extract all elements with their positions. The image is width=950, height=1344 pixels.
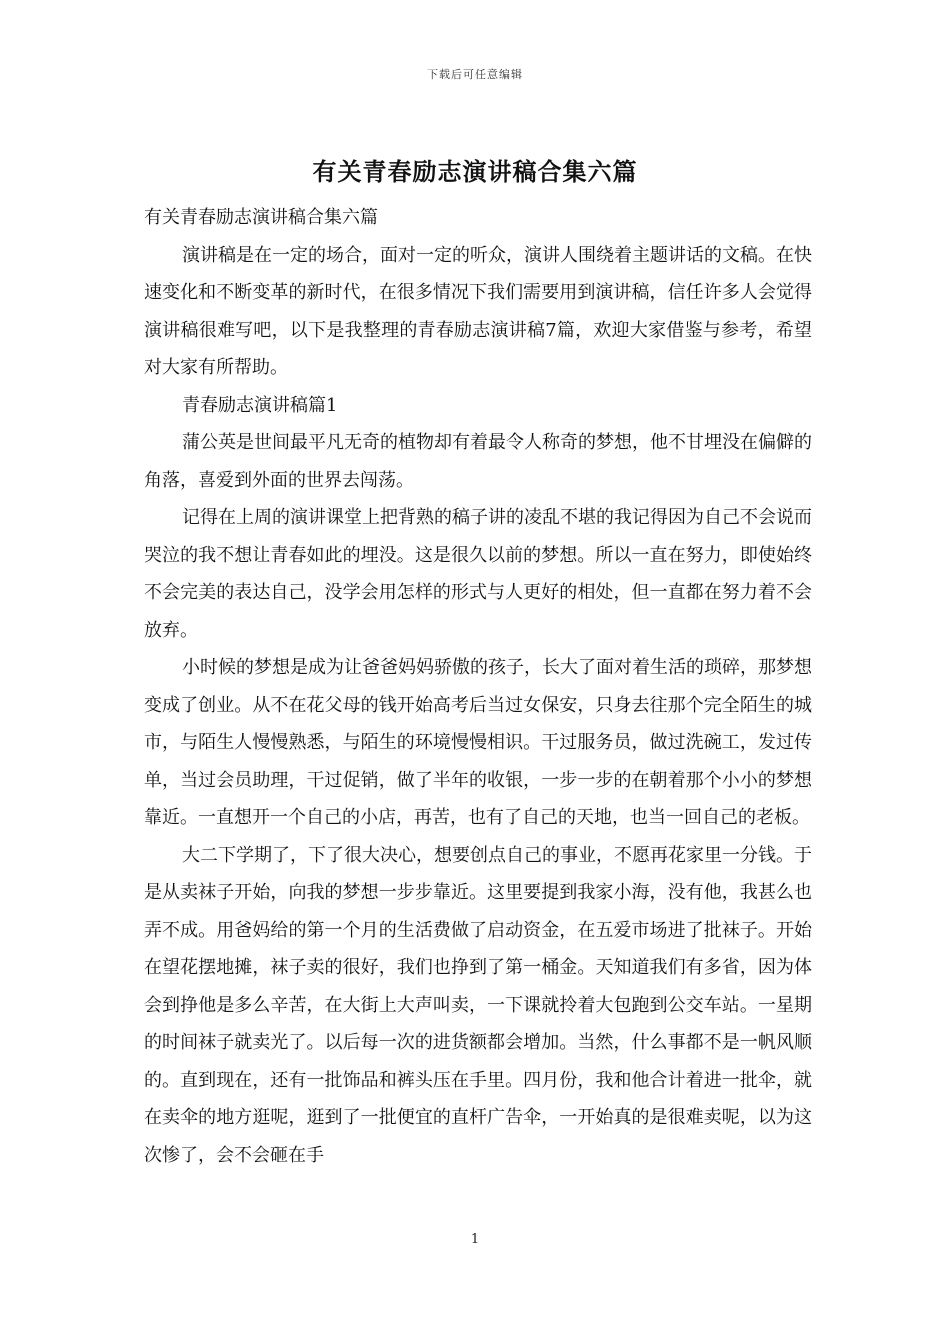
paragraph: 记得在上周的演讲课堂上把背熟的稿子讲的凌乱不堪的我记得因为自己不会说而哭泣的我不想让青春如此的埋没。这是很久以前的梦想。所以一直在努力，即使始终不会完美的表达自己，没学会用怎样的形式与人更好的相处，但一直都在努力着不会放弃。: [144, 507, 812, 641]
paragraph: 大二下学期了，下了很大决心，想要创点自己的事业，不愿再花家里一分钱。于是从卖袜子开始，向我的梦想一步步靠近。这里要提到我家小海，没有他，我甚么也弄不成。用爸妈给的第一个月的生活费做了启动资金，在五爱市场进了批袜子。开始在望花摆地摊，袜子卖的很好，我们也挣到了第一桶金。天知道我们有多省，因为体会到挣他是多么辛苦，在大街上大声叫卖，一下课就拎着大包跑到公交车站。一星期的时间袜子就卖光了。以后每一次的进货额都会增加。当然，什么事都不是一帆风顺的。直到现在，还有一批饰品和裤头压在手里。四月份，我和他合计着进一批伞，就在卖伞的地方逛呢，逛到了一批便宜的直杆广告伞，一开始真的是很难卖呢，以为这次惨了，会不会砸在手: [144, 844, 812, 1166]
document-subtitle: 有关青春励志演讲稿合集六篇: [144, 207, 378, 228]
paragraph: 小时候的梦想是成为让爸爸妈妈骄傲的孩子，长大了面对着生活的琐碎，那梦想变成了创业。从不在花父母的钱开始高考后当过女保安，只身去往那个完全陌生的城市，与陌生人慢慢熟悉，与陌生的环境慢慢相识。干过服务员，做过洗碗工，发过传单，当过会员助理，干过促销，做了半年的收银，一步一步的在朝着那个小小的梦想靠近。一直想开一个自己的小店，再苦，也有了自己的天地，也当一回自己的老板。: [144, 657, 812, 828]
page-number: 1: [470, 1232, 480, 1247]
paragraph: 蒲公英是世间最平凡无奇的植物却有着最令人称奇的梦想，他不甘埋没在偏僻的角落，喜爱到外面的世界去闯荡。: [144, 432, 812, 491]
document-title: 有关青春励志演讲稿合集六篇: [312, 157, 638, 186]
page-header-note: 下载后可任意编辑: [427, 68, 523, 81]
paragraph-intro: 演讲稿是在一定的场合，面对一定的听众，演讲人围绕着主题讲话的文稿。在快速变化和不断变革的新时代，在很多情况下我们需要用到演讲稿，信任许多人会觉得演讲稿很难写吧，以下是我整理的青春励志演讲稿7篇，欢迎大家借鉴与参考，希望对大家有所帮助。: [144, 244, 812, 378]
document-body: [144, 199, 812, 1174]
section-heading: 青春励志演讲稿篇1: [182, 394, 338, 416]
